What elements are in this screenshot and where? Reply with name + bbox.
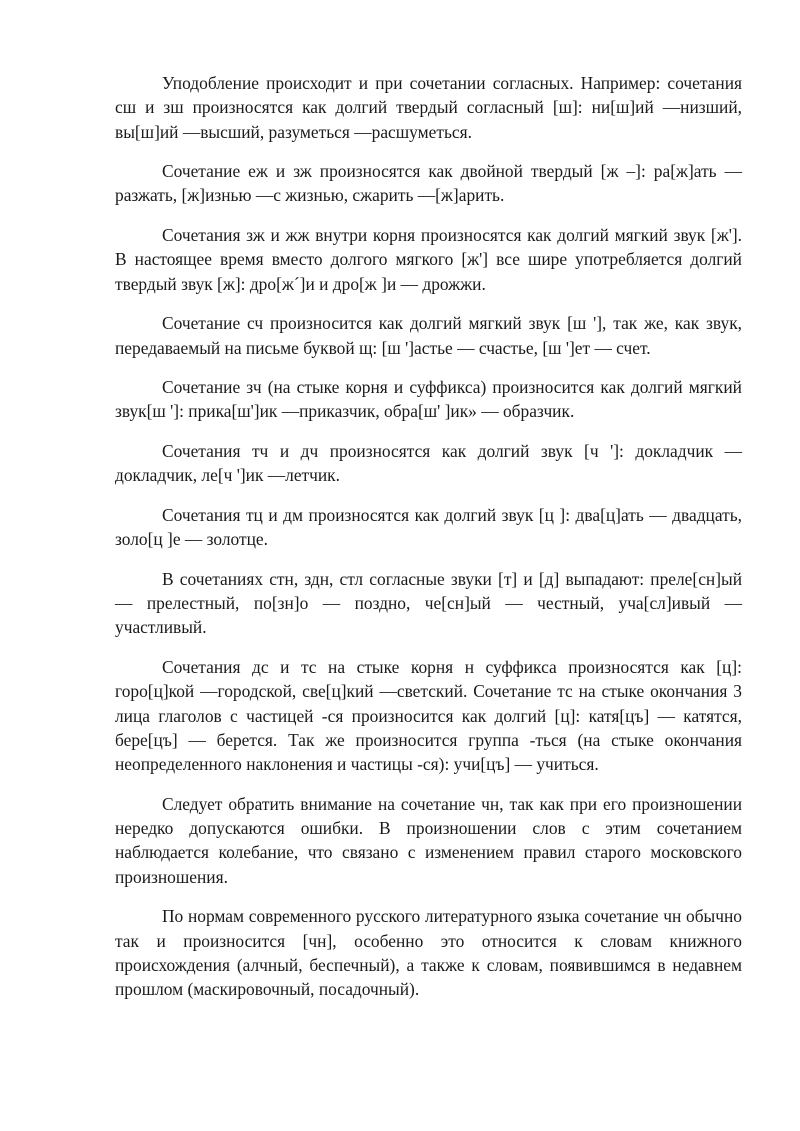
paragraph-8: В сочетаниях стн, здн, стл согласные звуки [т] и [д] выпадают: преле[сн]ый — прелестный, по[зн]о — поздно, че[сн]ый — честный, уча[сл]ивый —участливый. <box>115 568 742 638</box>
paragraph-3: Сочетания зж и жж внутри корня произносятся как долгий мягкий звук [ж']. В настоящее время вместо долгого мягкого [ж'] все шире употребляется долгий твердый звук [ж]: дро[ж´]и и дро[ж ]и — дрожжи. <box>115 225 742 294</box>
paragraph-5: Сочетание зч (на стыке корня и суффикса) произносится как долгий мягкий звук[ш ']: прика[ш']ик —приказчик, обра[ш' ]ик» — образчик. <box>115 377 742 422</box>
paragraph-11: По нормам современного русского литературного языка сочетание чн обычно так и произносится [чн], особенно это относится к словам книжного происхождения (алчный, беспечный), а также к словам, появившимся в недавнем прошлом (маскировочный, посадочный). <box>115 906 742 1000</box>
paragraph-9: Сочетания дс и тс на стыке корня н суффикса произносятся как [ц]: горо[ц]кой —городской, све[ц]кий —светский. Сочетание тс на стыке окончания 3 лица глаголов с частицей -ся произносится как долгий [ц]: катя[цъ] — катятся, бере[цъ] — берется. Так же произносится группа -ться (на стыке окончания неопределенного наклонения и частицы -ся): учи[цъ] — учиться. <box>115 657 742 775</box>
paragraph-4: Сочетание сч произносится как долгий мягкий звук [ш '], так же, как звук, передаваемый на письме буквой щ: [ш ']астье — счастье, [ш ']ет — счет. <box>115 313 742 358</box>
paragraph-7: Сочетания тц и дм произносятся как долгий звук [ц ]: два[ц]ать — двадцать, золо[ц ]е — золотце. <box>115 504 742 550</box>
paragraph-1: Уподобление происходит и при сочетании согласных. Например: сочетания сш и зш произносятся как долгий твердый согласный [ш]: ни[ш]ий —низший, вы[ш]ий —высший, разуметься —расшуметься. <box>115 73 742 142</box>
paragraph-6: Сочетания тч и дч произносятся как долгий звук [ч ']: докладчик — докладчик, ле[ч ']ик —летчик. <box>115 441 742 486</box>
paragraph-2: Сочетание еж и зж произносятся как двойной твердый [ж –]: ра[ж]ать —разжать, [ж]изнью —с жизнью, сжарить —[ж]арить. <box>115 161 742 206</box>
document-page <box>115 71 742 1017</box>
paragraph-10: Следует обратить внимание на сочетание чн, так как при его произношении нередко допускаются ошибки. В произношении слов с этим сочетанием наблюдается колебание, что связано с изменением правил старого московского произношения. <box>115 793 742 887</box>
